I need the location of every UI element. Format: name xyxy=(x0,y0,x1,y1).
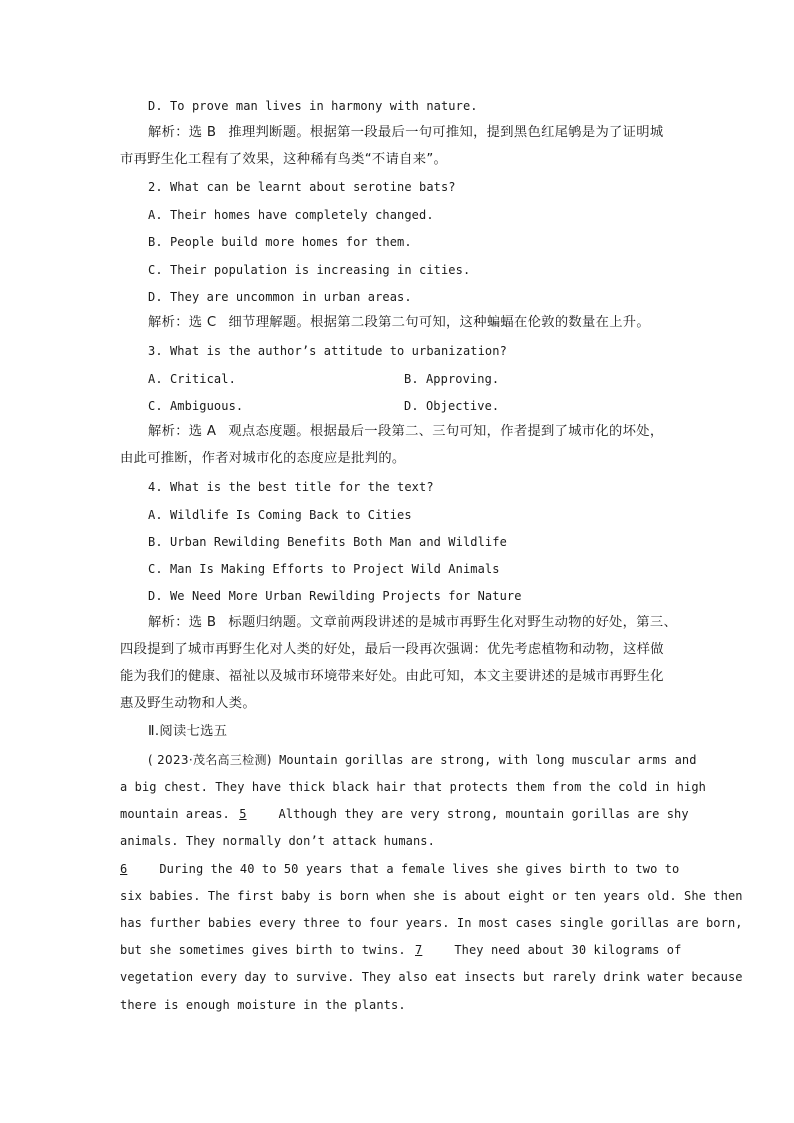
q2-explanation-line xyxy=(148,314,675,332)
q4-explanation-line3: 能为我们的健康、福祉以及城市环境带来好处。由此可知，本文主要讲述的是城市再野生化 xyxy=(120,669,664,684)
q2-option-a: A. Their homes have completely changed. xyxy=(148,208,434,222)
answer-blank-6: 6 xyxy=(120,862,128,876)
q4-explanation-line4: 惠及野生动物和人类。 xyxy=(120,696,256,711)
section-title: Ⅱ.阅读七选五 xyxy=(148,724,228,739)
passage-p1-line2: a big chest. They have thick black hair that protects them from the cold in high xyxy=(120,780,706,794)
q4-option-c: C. Man Is Making Efforts to Project Wild Animals xyxy=(148,562,500,576)
q1-answer-label: 解析：选 B xyxy=(148,125,217,140)
q4-explanation-line2: 四段提到了城市再野生化对人类的好处，最后一段再次强调：优先考虑植物和动物，这样做 xyxy=(120,642,664,657)
passage-p2-text4b: They need about 30 kilograms of xyxy=(454,943,682,957)
passage-p2-line6: there is enough moisture in the plants. xyxy=(120,998,406,1012)
answer-blank-7: 7 xyxy=(415,943,423,957)
q2-answer-label: 解析：选 C xyxy=(148,315,217,330)
q1-explanation-text: 推理判断题。根据第一段最后一句可推知，提到黑色红尾鸲是为了证明城 xyxy=(228,125,664,140)
q3-question: 3. What is the author’s attitude to urbanization? xyxy=(148,344,507,358)
answer-blank-5: 5 xyxy=(239,807,247,821)
q4-question: 4. What is the best title for the text? xyxy=(148,480,434,494)
q2-explanation-text: 细节理解题。根据第二段第二句可知，这种蝙蝠在伦敦的数量在上升。 xyxy=(228,315,651,330)
q3-option-c: C. Ambiguous. xyxy=(148,399,244,413)
q3-explanation-line2: 由此可推断，作者对城市化的态度应是批判的。 xyxy=(120,451,406,466)
passage-p1-text3b: Although they are very strong, mountain gorillas are shy xyxy=(278,807,689,821)
q4-explanation-text: 标题归纳题。文章前两段讲述的是城市再野生化对野生动物的好处，第三、 xyxy=(228,615,678,630)
passage-p2-line4 xyxy=(120,941,682,959)
q3-answer-label: 解析：选 A xyxy=(148,424,217,439)
q1-option-d: D. To prove man lives in harmony with nature. xyxy=(148,99,478,113)
q1-explanation-line2: 市再野生化工程有了效果，这种稀有鸟类“不请自来”。 xyxy=(120,152,448,167)
passage-p2-line3: has further babies every three to four years. In most cases single gorillas are born, xyxy=(120,916,743,930)
q4-answer-label: 解析：选 B xyxy=(148,615,217,630)
passage-p1-line1 xyxy=(148,751,697,769)
q2-option-d: D. They are uncommon in urban areas. xyxy=(148,290,412,304)
passage-p2-line1 xyxy=(120,860,680,878)
passage-p1-line4: animals. They normally don’t attack humans. xyxy=(120,834,435,848)
passage-p2-line2: six babies. The first baby is born when she is about eight or ten years old. She then xyxy=(120,889,743,903)
q3-explanation-text: 观点态度题。根据最后一段第二、三句可知，作者提到了城市化的坏处， xyxy=(228,424,664,439)
q3-explanation-line xyxy=(148,423,675,441)
q3-options-row2 xyxy=(148,397,675,415)
passage-p2-line5: vegetation every day to survive. They also eat insects but rarely drink water because xyxy=(120,970,743,984)
passage-source: ( 2023·茂名高三检测) xyxy=(148,753,272,767)
passage-p1-line3 xyxy=(120,805,689,823)
passage-p2-text1: During the 40 to 50 years that a female lives she gives birth to two to xyxy=(159,862,680,876)
q2-option-b: B. People build more homes for them. xyxy=(148,235,412,249)
q1-explanation-line xyxy=(148,124,675,142)
q4-explanation-line xyxy=(148,614,678,632)
q4-option-d: D. We Need More Urban Rewilding Projects for Nature xyxy=(148,589,522,603)
passage-p1-text1: Mountain gorillas are strong, with long muscular arms and xyxy=(279,753,697,767)
q3-option-d: D. Objective. xyxy=(404,399,500,413)
q4-option-a: A. Wildlife Is Coming Back to Cities xyxy=(148,508,412,522)
q2-question: 2. What can be learnt about serotine bats? xyxy=(148,180,456,194)
q3-options-row1 xyxy=(148,370,675,388)
q2-option-c: C. Their population is increasing in cities. xyxy=(148,263,471,277)
q4-option-b: B. Urban Rewilding Benefits Both Man and Wildlife xyxy=(148,535,507,549)
passage-p2-text4a: but she sometimes gives birth to twins. xyxy=(120,943,406,957)
q3-option-a: A. Critical. xyxy=(148,372,236,386)
passage-p1-text3a: mountain areas. xyxy=(120,807,230,821)
q3-option-b: B. Approving. xyxy=(404,372,500,386)
